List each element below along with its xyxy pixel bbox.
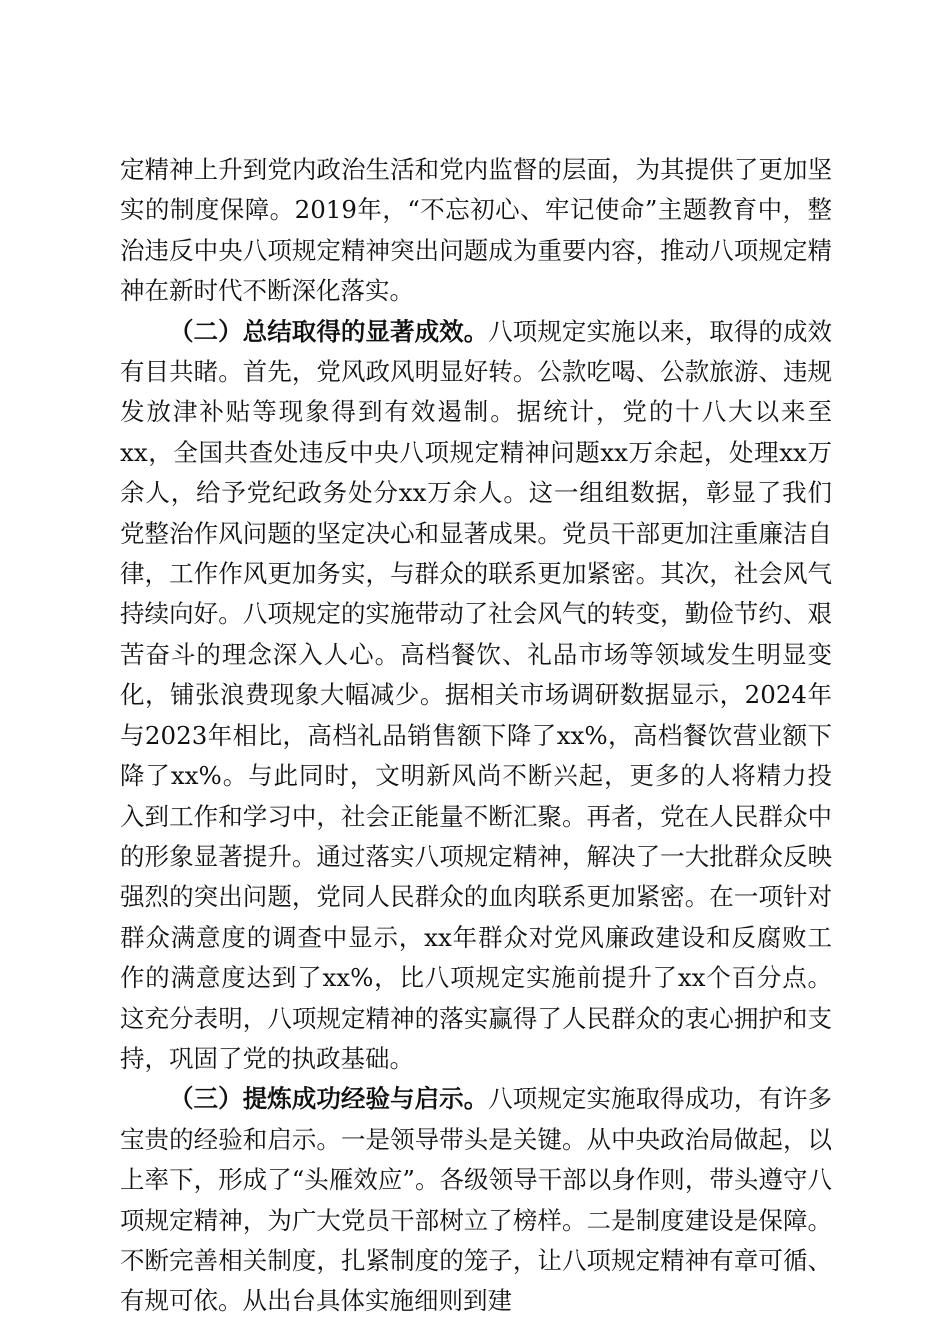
paragraph-achievements [120, 312, 832, 1080]
paragraph-continuation [120, 150, 832, 312]
section-heading-experience: （三）提炼成功经验与启示。 [169, 1084, 489, 1114]
paragraph-text: 八项规定实施以来，取得的成效有目共睹。首先，党风政风明显好转。公款吃喝、公款旅游、违规发放津补贴等现象得到有效遏制。据统计，党的十八大以来至xx，全国共查处违反中央八项规定精神问题xx万余起，处理xx万余人，给予党纪政务处分xx万余人。这一组组数据，彰显了我们党整治作风问题的坚定决心和显著成果。党员干部更加注重廉洁自律，工作作风更加务实，与群众的联系更加紧密。其次，社会风气持续向好。八项规定的实施带动了社会风气的转变，勤俭节约、艰苦奋斗的理念深入人心。高档餐饮、礼品市场等领域发生明显变化，铺张浪费现象大幅减少。据相关市场调研数据显示，2024年与2023年相比，高档礼品销售额下降了xx%，高档餐饮营业额下降了xx%。与此同时，文明新风尚不断兴起，更多的人将精力投入到工作和学习中，社会正能量不断汇聚。再者，党在人民群众中的形象显著提升。通过落实八项规定精神，解决了一大批群众反映强烈的突出问题，党同人民群众的血肉联系更加紧密。在一项针对群众满意度的调查中显示，xx年群众对党风廉政建设和反腐败工作的满意度达到了xx%，比八项规定实施前提升了xx个百分点。这充分表明，八项规定精神的落实赢得了人民群众的衷心拥护和支持，巩固了党的执政基础。 [120, 316, 832, 1073]
paragraph-experience [120, 1079, 832, 1321]
paragraph-text: 定精神上升到党内政治生活和党内监督的层面，为其提供了更加坚实的制度保障。2019年，“不忘初心、牢记使命”主题教育中，整治违反中央八项规定精神突出问题成为重要内容，推动八项规定精神在新时代不断深化落实。 [120, 155, 832, 306]
document-page [120, 150, 832, 1322]
section-heading-achievements: （二）总结取得的显著成效。 [169, 316, 489, 346]
paragraph-text: 八项规定实施取得成功，有许多宝贵的经验和启示。一是领导带头是关键。从中央政治局做起，以上率下，形成了“头雁效应”。各级领导干部以身作则，带头遵守八项规定精神，为广大党员干部树立了榜样。二是制度建设是保障。不断完善相关制度，扎紧制度的笼子，让八项规定精神有章可循、有规可依。从出台具体实施细则到建 [120, 1084, 832, 1316]
